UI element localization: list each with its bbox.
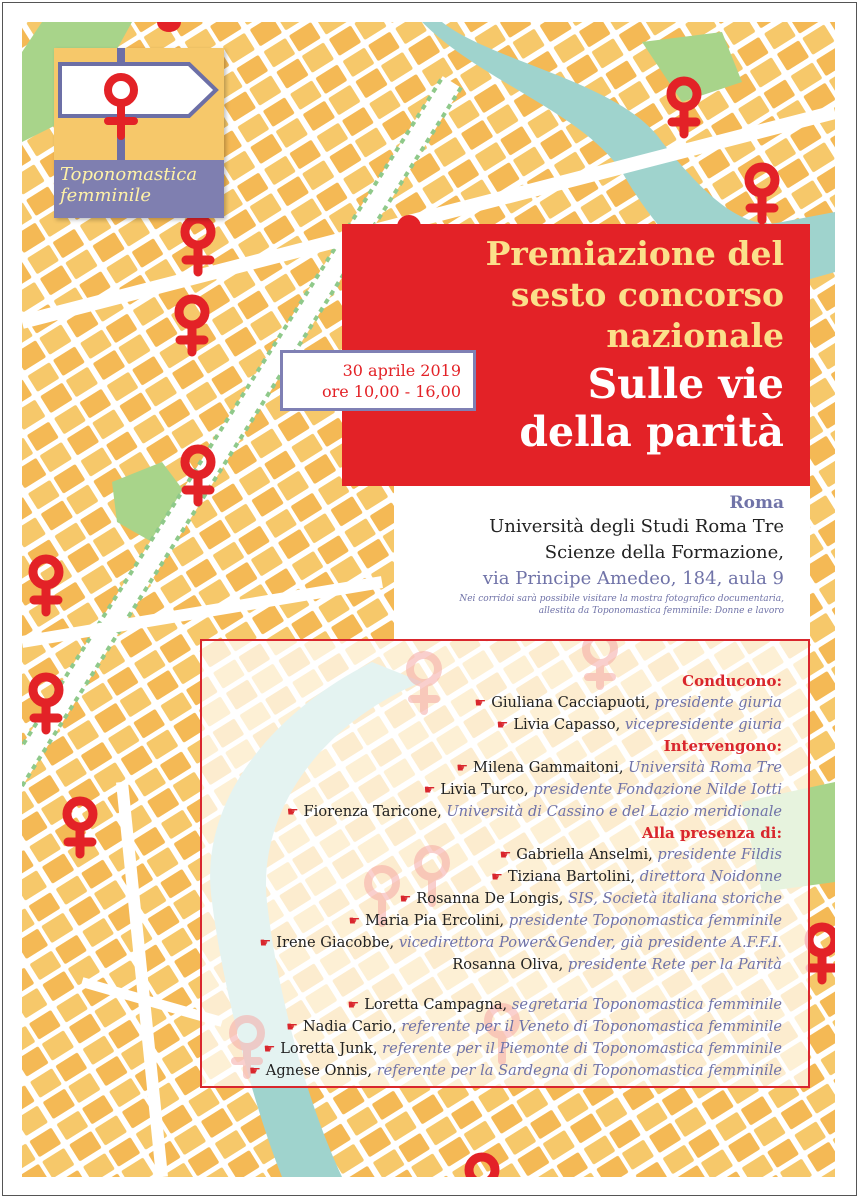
person-name: Gabriella Anselmi, — [516, 846, 653, 863]
person-name: Rosanna Oliva, — [452, 956, 564, 973]
person-name: Loretta Junk, — [280, 1040, 378, 1057]
date-box — [280, 350, 476, 411]
list-item — [200, 994, 782, 1016]
pointing-hand-icon: ☛ — [496, 718, 509, 733]
venue-box — [394, 486, 810, 639]
list-item — [200, 866, 782, 888]
toponomastica-logo — [54, 48, 224, 218]
list-item — [200, 844, 782, 866]
venue-note-line1: Nei corridoi sarà possibile visitare la mostra fotografico documentaria, — [459, 594, 784, 604]
pointing-hand-icon: ☛ — [347, 998, 360, 1013]
venue-note — [394, 593, 784, 617]
venue-university: Università degli Studi Roma Tre — [489, 516, 784, 537]
person-role: segretaria Toponomastica femminile — [511, 996, 782, 1013]
person-name: Maria Pia Ercolini, — [365, 912, 505, 929]
pointing-hand-icon: ☛ — [249, 1064, 261, 1079]
list-item — [200, 1060, 782, 1082]
person-name: Livia Turco, — [440, 781, 529, 798]
person-name: Fiorenza Taricone, — [303, 803, 442, 820]
person-role: presidente giuria — [654, 694, 782, 711]
pointing-hand-icon: ☛ — [399, 892, 412, 907]
program-list — [200, 671, 782, 1082]
person-role: referente per la Sardegna di Toponomastica femminile — [376, 1062, 782, 1079]
pointing-hand-icon: ☛ — [286, 805, 299, 820]
list-item — [200, 1016, 782, 1038]
person-role: vicepresidente giuria — [624, 716, 782, 733]
section-intervengono: Intervengono: — [663, 737, 782, 755]
person-name: Nadia Cario, — [302, 1018, 397, 1035]
logo-text-line2: femminile — [60, 185, 151, 206]
person-name: Irene Giacobbe, — [276, 934, 395, 951]
title-line1: Premiazione del — [485, 234, 784, 273]
person-role: presidente Toponomastica femminile — [508, 912, 782, 929]
person-name: Tiziana Bartolini, — [507, 868, 636, 885]
section-alla-presenza: Alla presenza di: — [642, 824, 782, 842]
pointing-hand-icon: ☛ — [263, 1042, 276, 1057]
list-item — [200, 757, 782, 779]
title-line5: della parità — [519, 408, 784, 456]
list-item — [200, 801, 782, 823]
pointing-hand-icon: ☛ — [348, 914, 361, 929]
person-role: SIS, Società italiana storiche — [568, 890, 782, 907]
person-role: direttora Noidonne — [639, 868, 782, 885]
list-item — [200, 954, 782, 975]
person-role: Università di Cassino e del Lazio meridionale — [446, 803, 782, 820]
section-conducono: Conducono: — [682, 672, 782, 690]
event-time: ore 10,00 - 16,00 — [321, 382, 461, 401]
logo-text — [60, 164, 220, 206]
title-line3: nazionale — [606, 316, 784, 355]
venue-city: Roma — [729, 493, 784, 513]
pointing-hand-icon: ☛ — [259, 936, 272, 951]
list-item — [200, 692, 782, 714]
person-name: Agnese Onnis, — [265, 1062, 373, 1079]
list-item — [200, 888, 782, 910]
pointing-hand-icon: ☛ — [474, 696, 487, 711]
list-item — [200, 932, 782, 954]
list-item — [200, 910, 782, 932]
venue-note-line2: allestita da Toponomastica femminile: Donne e lavoro — [538, 606, 784, 616]
pointing-hand-icon: ☛ — [499, 848, 512, 863]
event-date: 30 aprile 2019 — [342, 361, 461, 380]
person-name: Milena Gammaitoni, — [473, 759, 624, 776]
program-box — [200, 639, 810, 1088]
person-name: Loretta Campagna, — [364, 996, 508, 1013]
list-item — [200, 1038, 782, 1060]
pointing-hand-icon: ☛ — [491, 870, 503, 885]
pointing-hand-icon: ☛ — [456, 761, 469, 776]
person-name: Livia Capasso, — [513, 716, 621, 733]
list-item — [200, 779, 782, 801]
list-item — [200, 714, 782, 736]
person-role: presidente Rete per la Parità — [567, 956, 782, 973]
person-role: Università Roma Tre — [628, 759, 782, 776]
person-role: referente per il Veneto di Toponomastica femminile — [401, 1018, 782, 1035]
person-role: presidente Fildis — [657, 846, 782, 863]
venue-department: Scienze della Formazione, — [544, 542, 784, 563]
person-role: referente per il Piemonte di Toponomastica femminile — [382, 1040, 782, 1057]
venue-address: via Principe Amedeo, 184, aula 9 — [482, 568, 784, 589]
person-name: Giuliana Cacciapuoti, — [491, 694, 650, 711]
person-name: Rosanna De Longis, — [416, 890, 564, 907]
spacer — [200, 975, 782, 994]
title-line4: Sulle vie — [587, 360, 784, 408]
pointing-hand-icon: ☛ — [423, 783, 436, 798]
title-line2: sesto concorso — [510, 275, 784, 314]
person-role: presidente Fondazione Nilde Iotti — [533, 781, 782, 798]
pointing-hand-icon: ☛ — [286, 1020, 298, 1035]
logo-text-line1: Toponomastica — [60, 164, 198, 185]
person-role: vicedirettora Power&Gender, già presidente A.F.F.I. — [398, 934, 782, 951]
